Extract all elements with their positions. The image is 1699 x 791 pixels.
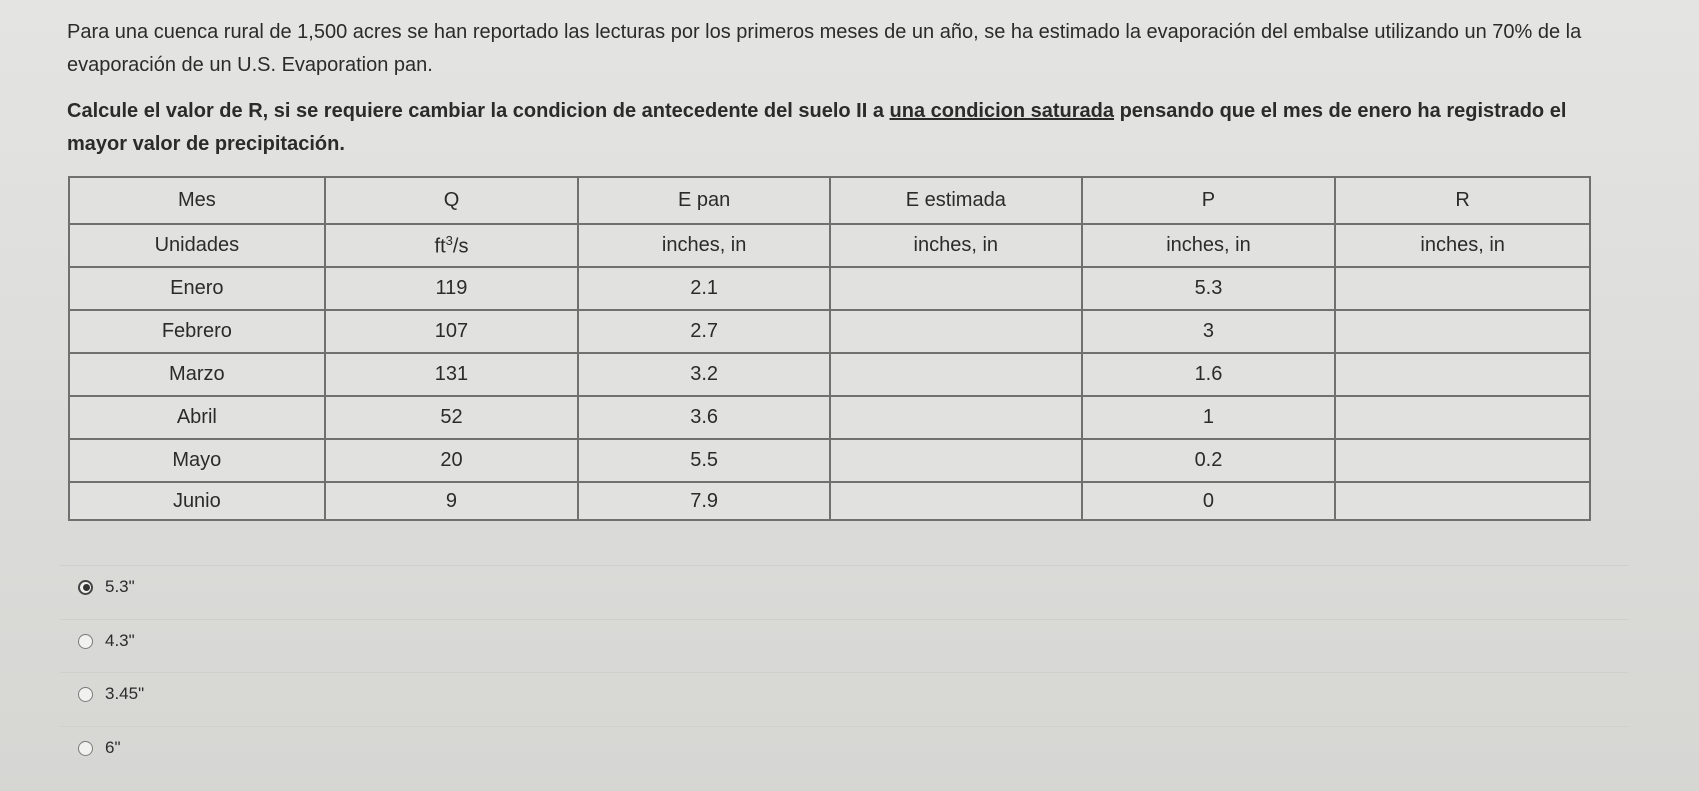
cell-q: 107: [325, 310, 579, 353]
radio-icon[interactable]: [78, 687, 93, 702]
radio-icon[interactable]: [78, 741, 93, 756]
cell-e-pan: 2.7: [578, 310, 830, 353]
units-e-estimada: inches, in: [830, 224, 1082, 267]
cell-mes: Marzo: [69, 353, 325, 396]
divider: [60, 726, 1629, 727]
answer-option-label: 6": [105, 738, 121, 757]
cell-r: [1335, 310, 1590, 353]
answer-option-label: 5.3": [105, 577, 135, 596]
radio-icon[interactable]: [78, 634, 93, 649]
table-row: [69, 396, 1590, 439]
question-intro: Para una cuenca rural de 1,500 acres se han reportado las lecturas por los primeros meses de un año, se ha estimado la evaporación del embalse utilizando un 70% de la evaporación de un U.S. Evaporation pan.: [67, 21, 1582, 76]
header-p: P: [1082, 177, 1336, 224]
divider: [60, 619, 1629, 620]
answer-option-2[interactable]: [78, 626, 278, 656]
units-q-base: ft: [434, 235, 446, 258]
cell-e-estimada: [830, 267, 1082, 310]
answer-option-label: 3.45": [105, 684, 145, 703]
cell-mes: Febrero: [69, 310, 325, 353]
answer-option-4[interactable]: [78, 733, 278, 763]
task-text-after: pensando que el mes de enero ha registrado el mayor valor de precipitación.: [67, 100, 1567, 155]
cell-r: [1335, 439, 1590, 482]
table-row: [69, 267, 1590, 310]
cell-q: 20: [325, 439, 579, 482]
table-row: [69, 439, 1590, 482]
cell-q: 52: [325, 396, 579, 439]
cell-p: 0.2: [1082, 439, 1336, 482]
cell-mes: Abril: [69, 396, 325, 439]
answer-option-3[interactable]: [78, 679, 278, 709]
cell-e-estimada: [830, 482, 1082, 520]
cell-mes: Mayo: [69, 439, 325, 482]
cell-p: 3: [1082, 310, 1336, 353]
header-e-estimada: E estimada: [830, 177, 1082, 224]
task-text-underlined: una condicion saturada: [889, 100, 1115, 122]
answer-option-1[interactable]: [78, 572, 278, 602]
table-row: [69, 482, 1590, 520]
cell-p: 1: [1082, 396, 1336, 439]
cell-p: 1.6: [1082, 353, 1336, 396]
cell-q: 131: [325, 353, 579, 396]
divider: [60, 565, 1629, 566]
divider: [60, 672, 1629, 673]
units-q-exponent: 3: [445, 232, 453, 248]
units-q: [325, 224, 579, 267]
header-mes: Mes: [69, 177, 325, 224]
cell-q: 9: [325, 482, 579, 520]
radio-selected-icon[interactable]: [78, 580, 93, 595]
cell-p: 0: [1082, 482, 1336, 520]
cell-mes: Enero: [69, 267, 325, 310]
table-units-row: [69, 224, 1590, 267]
units-q-tail: /s: [452, 235, 469, 258]
units-p: inches, in: [1082, 224, 1336, 267]
cell-mes: Junio: [69, 482, 325, 520]
data-table: [68, 176, 1591, 521]
cell-e-estimada: [830, 439, 1082, 482]
question-task: [67, 95, 1627, 161]
header-r: R: [1335, 177, 1590, 224]
cell-r: [1335, 267, 1590, 310]
cell-r: [1335, 482, 1590, 520]
table-row: [69, 310, 1590, 353]
header-e-pan: E pan: [578, 177, 830, 224]
cell-e-pan: 3.6: [578, 396, 830, 439]
cell-e-pan: 2.1: [578, 267, 830, 310]
cell-e-pan: 5.5: [578, 439, 830, 482]
cell-e-estimada: [830, 396, 1082, 439]
cell-r: [1335, 396, 1590, 439]
table-row: [69, 353, 1590, 396]
cell-p: 5.3: [1082, 267, 1336, 310]
units-label: Unidades: [69, 224, 325, 267]
cell-e-pan: 7.9: [578, 482, 830, 520]
cell-e-pan: 3.2: [578, 353, 830, 396]
task-text-before: Calcule el valor de R, si se requiere cambiar la condicion de antecedente del suelo II a: [67, 100, 890, 122]
units-r: inches, in: [1335, 224, 1590, 267]
cell-q: 119: [325, 267, 579, 310]
cell-e-estimada: [830, 310, 1082, 353]
header-q: Q: [325, 177, 579, 224]
answer-option-label: 4.3": [105, 631, 135, 650]
cell-r: [1335, 353, 1590, 396]
table-header-row: [69, 177, 1590, 224]
units-e-pan: inches, in: [578, 224, 830, 267]
cell-e-estimada: [830, 353, 1082, 396]
